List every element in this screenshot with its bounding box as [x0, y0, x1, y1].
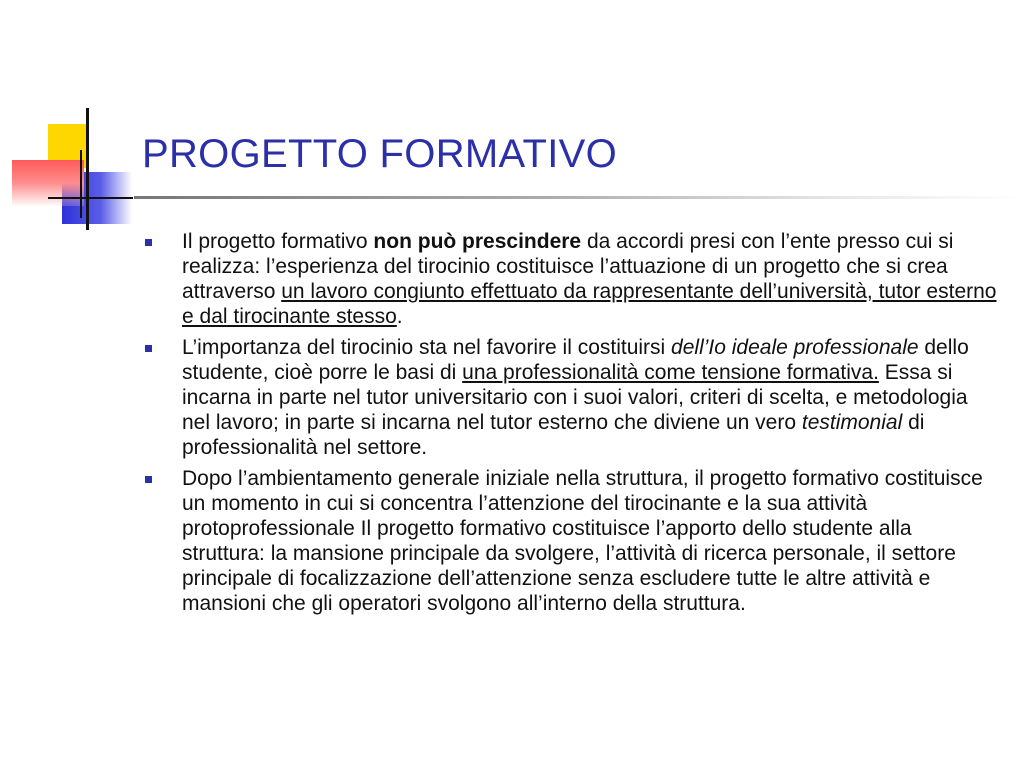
- bullet-2-underlined: una professionalità come tensione formativa.: [462, 361, 879, 384]
- square-bullet-icon: [145, 239, 152, 246]
- slide-title: PROGETTO FORMATIVO: [142, 132, 618, 176]
- bullet-1-text-2: da accordi presi con l’ente presso cui si realizza: l’esperienza del tirocinio costituisce l’attuazione di un progetto che si crea attraverso: [182, 230, 954, 303]
- squares-logo-icon: [0, 0, 150, 240]
- bullet-2-text-4: di professionalità nel settore.: [182, 411, 925, 459]
- bullet-item-3: [142, 466, 1000, 616]
- bullet-list: [142, 229, 1000, 622]
- square-bullet-icon: [145, 345, 152, 352]
- square-bullet-icon: [145, 476, 152, 483]
- logo-horizontal-line: [48, 197, 133, 199]
- logo-vertical-line-secondary: [80, 150, 82, 218]
- bullet-1-underlined: un lavoro congiunto effettuato da rappresentante dell’università, tutor esterno e dal tirocinante stesso: [182, 280, 997, 328]
- bullet-1-period: .: [396, 305, 403, 328]
- bullet-2-italic-2: testimonial: [801, 411, 903, 434]
- bullet-2-text-2: dello studente, cioè porre le basi di: [182, 336, 969, 384]
- bullet-2-text-3: Essa si incarna in parte nel tutor universitario con i suoi valori, criteri di scelta, e metodologia nel lavoro; in parte si incarna nel tutor esterno che diviene un vero: [182, 361, 968, 434]
- bullet-2-italic: dell’Io ideale professionale: [671, 336, 919, 359]
- bullet-3-text: Dopo l’ambientamento generale iniziale nella struttura, il progetto formativo costituisce un momento in cui si concentra l’attenzione del tirocinante e la sua attività protoprofessionale Il progetto formativo costituisce l’apporto dello studente alla struttura: la mansione principale da svolgere, l’attività di ricerca personale, il settore principale di focalizzazione dell’attenzione senza escludere tutte le altre attività e mansioni che gli operatori svolgono all’interno della struttura.: [182, 467, 983, 615]
- bullet-2-text: L’importanza del tirocinio sta nel favorire il costituirsi: [182, 336, 672, 359]
- logo-red-square: [12, 160, 84, 206]
- bullet-item-1: [142, 229, 1000, 329]
- title-divider: [134, 196, 1024, 199]
- bullet-1-text: Il progetto formativo: [182, 230, 374, 253]
- bullet-item-2: [142, 335, 1000, 460]
- logo-vertical-line: [86, 108, 89, 230]
- bullet-1-bold: non può prescindere: [373, 230, 582, 253]
